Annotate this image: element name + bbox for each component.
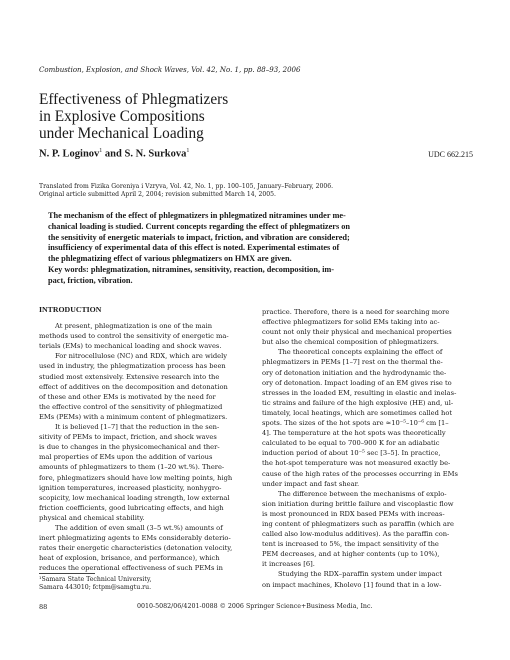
keywords-line: pact, friction, vibration. — [48, 275, 133, 285]
footnote-rule — [39, 573, 95, 574]
translation-note — [39, 183, 473, 200]
author-name: N. P. Loginov — [39, 148, 100, 160]
text-line: ory of detonation. Impact loading of an EM gives rise to — [262, 378, 452, 387]
text-line: PEM decreases, and at higher contents (up to 10%), — [262, 550, 440, 559]
translation-line: Translated from Fizika Goreniya i Vzryva, Vol. 42, No. 1, pp. 100–105, January–February, 2006. — [39, 183, 334, 190]
translation-line: Original article submitted April 2, 2004; revision submitted March 14, 2005. — [39, 191, 276, 199]
text-line: effective phlegmatizers for solid EMs taking into ac- — [262, 318, 440, 327]
text-line: inert phlegmatizing agents to EMs considerably deterio- — [39, 534, 231, 543]
journal-citation: Combustion, Explosion, and Shock Waves, Vol. 42, No. 1, pp. 88–93, 2006 — [39, 66, 301, 74]
text-line: rates their energetic characteristics (detonation velocity, — [39, 544, 233, 553]
text-line: ing content of phlegmatizers such as paraffin (which are — [262, 519, 455, 528]
text-line: mal properties of EMs upon the addition of various — [39, 453, 213, 462]
keywords-line: Key words: phlegmatization, nitramines, sensitivity, reaction, decomposition, im- — [48, 264, 335, 274]
title-line: under Mechanical Loading — [39, 125, 204, 142]
right-column — [262, 307, 473, 590]
text-line: timately, local heatings, which are sometimes called hot — [262, 408, 453, 417]
text-line: practice. Therefore, there is a need for searching more — [262, 308, 450, 316]
text-line: The theoretical concepts explaining the effect of — [278, 348, 443, 357]
copyright-line: 0010-5082/06/4201-0088 © 2006 Springer Science+Business Media, Inc. — [137, 603, 373, 610]
text-line: called also low-modulus additives). As the paraffin con- — [262, 530, 450, 539]
text-line: calculated to be equal to 700–900 K for an adiabatic — [262, 439, 440, 448]
footnote-line: ¹Samara State Technical University, — [39, 576, 152, 583]
text-line: phlegmatizers in PEMs [1–7] rest on the thermal the- — [262, 358, 443, 367]
left-column — [39, 305, 250, 573]
text-line: methods used to control the sensitivity of energetic ma- — [39, 332, 229, 341]
text-line: Studying the RDX–paraffin system under impact — [278, 570, 442, 579]
text-line: The addition of even small (3–5 wt.%) amounts of — [55, 523, 223, 532]
text-line: sion initiation during brittle failure and viscoplastic flow — [262, 499, 454, 508]
title-line: in Explosive Compositions — [39, 108, 205, 125]
text-line: It is believed [1–7] that the reduction in the sen- — [55, 423, 220, 432]
text-line: under impact and fast shear. — [262, 479, 360, 488]
text-line: physical and chemical stability. — [39, 513, 145, 522]
affiliation-mark: 1 — [99, 148, 103, 154]
text-line: ory of detonation initiation and the hydrodynamic the- — [262, 368, 447, 377]
text-line: of these and other EMs is motivated by the need for — [39, 392, 216, 401]
text-line: effect of additives on the decomposition and detonation — [39, 382, 228, 391]
text-line: it increases [6]. — [262, 560, 315, 569]
section-heading: INTRODUCTION — [39, 305, 102, 314]
footnote — [39, 576, 152, 593]
udc-code: UDC 662.215 — [428, 150, 473, 159]
text-line: induction period of about 10⁻⁵ sec [3–5]. In practice, — [262, 449, 441, 458]
abstract-line: The mechanism of the effect of phlegmatizers in phlegmatized nitramines under me- — [48, 211, 346, 220]
text-line: the effective control of the sensitivity of phlegmatized — [39, 402, 223, 411]
text-line: cause of the high rates of the processes occurring in EMs — [262, 469, 458, 478]
text-line: amounts of phlegmatizers to them (1–20 wt.%). There- — [39, 463, 225, 472]
text-line: count not only their physical and mechanical properties — [262, 328, 452, 337]
title-line: Effectiveness of Phlegmatizers — [39, 91, 229, 108]
affiliation-mark: 1 — [186, 148, 190, 154]
author-connector: and — [104, 148, 122, 160]
text-line: tic strains and failure of the high explosive (HE) and, ul- — [262, 398, 454, 407]
text-line: is due to changes in the physicomechanical and ther- — [39, 443, 220, 452]
text-line: tent is increased to 5%, the impact sensitivity of the — [262, 540, 439, 549]
text-line: At present, phlegmatization is one of the main — [55, 322, 213, 331]
text-line: The difference between the mechanisms of explo- — [278, 489, 447, 498]
abstract-line: the phlegmatizing effect of various phlegmatizers on HMX are given. — [48, 254, 292, 264]
author-name: S. N. Surkova — [124, 148, 187, 160]
text-line: 4]. The temperature at the hot spots was theoretically — [262, 429, 446, 438]
abstract-line: insufficiency of experimental data of this effect is noted. Experimental estimates of — [48, 243, 340, 253]
text-line: terials (EMs) to mechanical loading and shock waves. — [39, 342, 222, 351]
text-line: the hot-spot temperature was not measured exactly be- — [262, 459, 451, 468]
abstract — [48, 211, 468, 287]
text-line: fore, phlegmatizers should have low melting points, high — [39, 473, 233, 482]
text-line: spots. The sizes of the hot spots are ≈10⁻⁵–10⁻⁶ cm [1– — [262, 419, 449, 428]
text-line: studied most extensively. Extensive research into the — [39, 372, 220, 381]
footnote-line: Samara 443010; fctpm@samgtu.ru. — [39, 584, 152, 592]
text-line: EMs (PEMs) with a minimum content of phlegmatizers. — [39, 412, 228, 421]
text-line: scopicity, low mechanical loading strength, low external — [39, 493, 230, 502]
abstract-line: the sensitivity of energetic materials to impact, friction, and vibration are considered; — [48, 232, 350, 242]
text-line: stresses in the loaded EM, resulting in elastic and inelas- — [262, 388, 457, 397]
text-line: heat of explosion, brisance, and performance), which — [39, 554, 220, 563]
text-line: used in industry, the phlegmatization process has been — [39, 362, 226, 371]
text-line: on impact machines, Kholevo [1] found that in a low- — [262, 580, 442, 589]
article-title — [39, 91, 339, 142]
text-line: ignition temperatures, increased plasticity, nonhygro- — [39, 483, 222, 492]
text-line: is most pronounced in RDX based PEMs with increas- — [262, 509, 445, 518]
text-line: friction coefficients, good lubricating effects, and high — [39, 503, 224, 512]
text-line: reduces the operational effectiveness of such PEMs in — [39, 564, 223, 573]
text-line: For nitrocellulose (NC) and RDX, which are widely — [55, 352, 228, 361]
author-list — [39, 148, 189, 160]
text-line: sitivity of PEMs to impact, friction, and shock waves — [39, 433, 217, 442]
page-number: 88 — [39, 603, 48, 611]
text-line: but also the chemical composition of phlegmatizers. — [262, 338, 439, 347]
abstract-line: chanical loading is studied. Current concepts regarding the effect of phlegmatizers on — [48, 221, 351, 231]
